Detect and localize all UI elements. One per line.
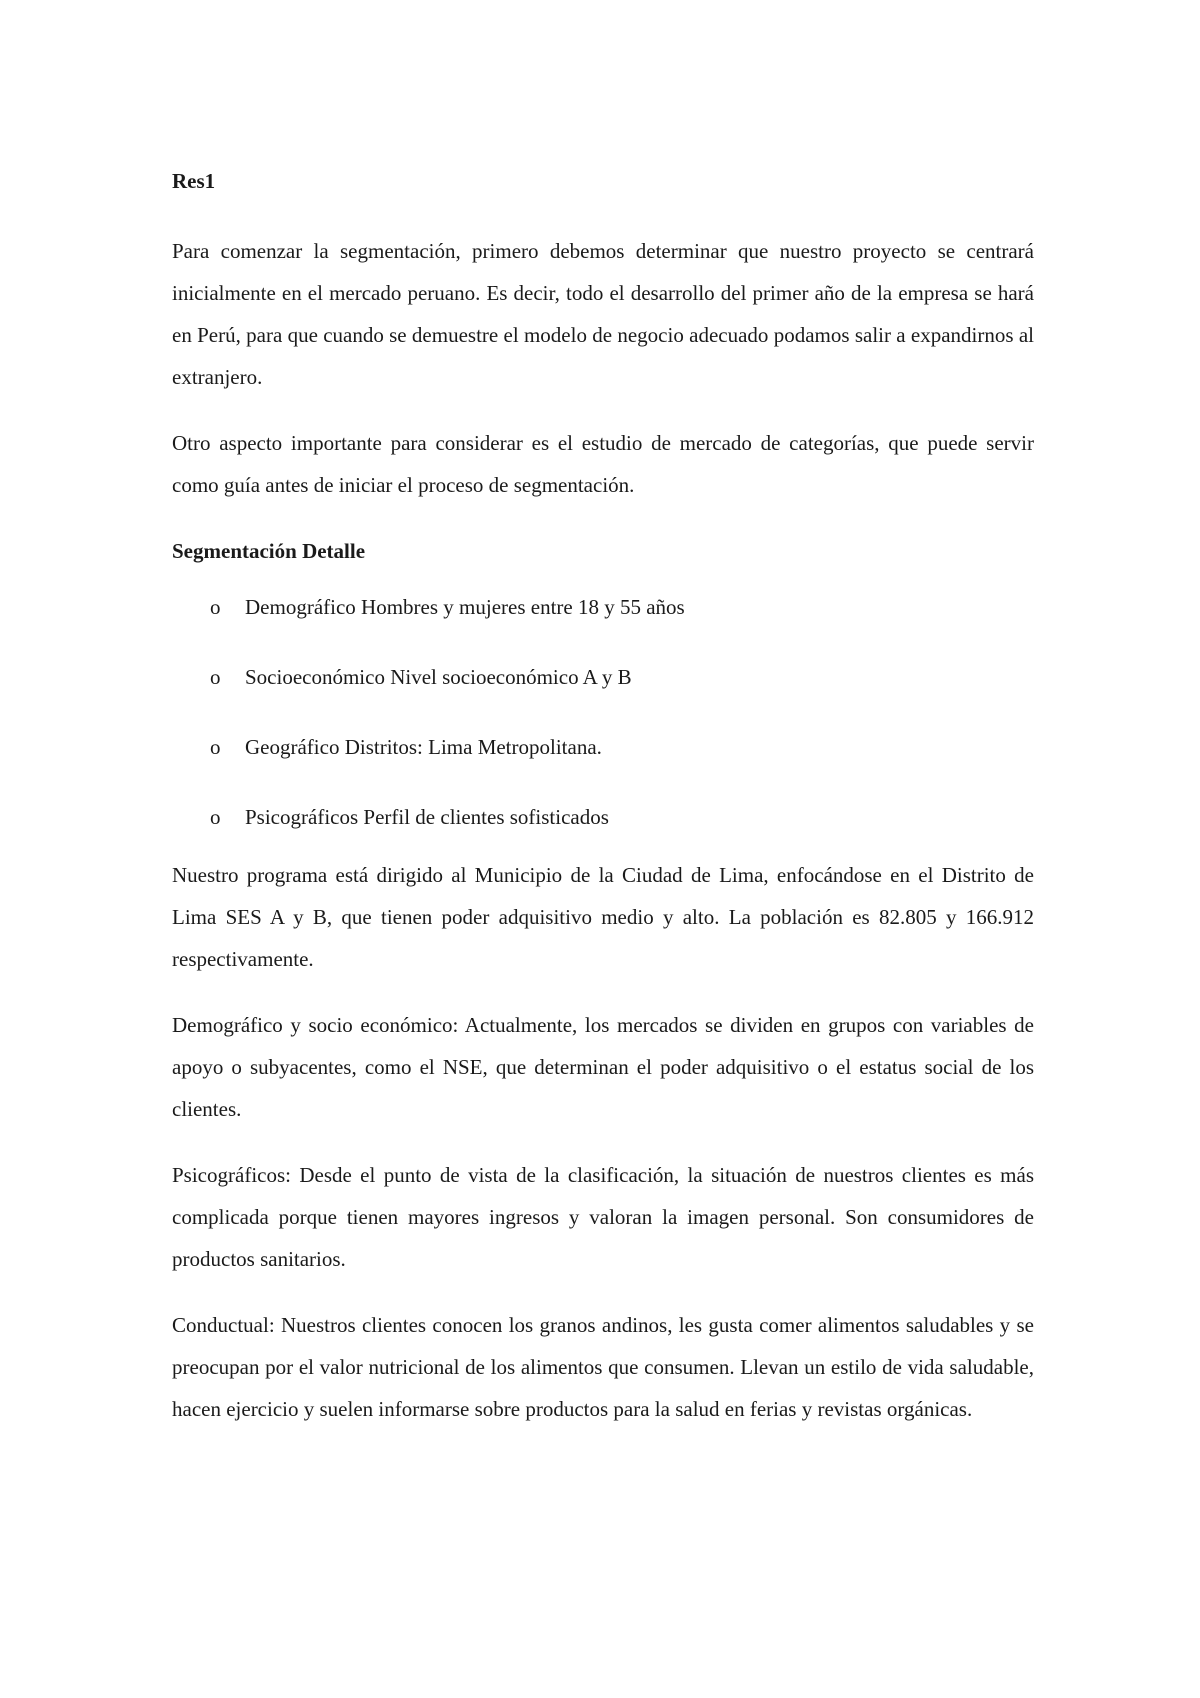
paragraph-psychographic: Psicográficos: Desde el punto de vista de la clasificación, la situación de nuestros clientes es más complicada porque tienen mayores ingresos y valoran la imagen personal. Son consumidores de productos sanitarios. — [172, 1163, 1034, 1271]
paragraph-demographic-socioeconomic: Demográfico y socio económico: Actualmente, los mercados se dividen en grupos con variables de apoyo o subyacentes, como el NSE, que determinan el poder adquisitivo o el estatus social de los clientes. — [172, 1013, 1034, 1121]
paragraph-market-study: Otro aspecto importante para considerar es el estudio de mercado de categorías, que puede servir como guía antes de iniciar el proceso de segmentación. — [172, 431, 1034, 497]
document-body — [172, 166, 1034, 1454]
paragraph-behavioral: Conductual: Nuestros clientes conocen los granos andinos, les gusta comer alimentos saludables y se preocupan por el valor nutricional de los alimentos que consumen. Llevan un estilo de vida saludable, hacen ejercicio y suelen informarse sobre productos para la salud en ferias y revistas orgánicas. — [172, 1313, 1034, 1421]
bullet-marker-icon: o — [210, 735, 221, 759]
paragraph-program-target: Nuestro programa está dirigido al Municipio de la Ciudad de Lima, enfocándose en el Distrito de Lima SES A y B, que tienen poder adquisitivo medio y alto. La población es 82.805 y 166.912 respectivamente. — [172, 863, 1034, 971]
bullet-text: Geográfico Distritos: Lima Metropolitana. — [245, 735, 602, 759]
heading-segmentation-detail: Segmentación Detalle — [172, 539, 366, 563]
bullet-text: Demográfico Hombres y mujeres entre 18 y 55 años — [245, 595, 685, 619]
segmentation-bullet-list — [172, 592, 1034, 832]
bullet-socioeconomic — [172, 662, 1034, 692]
bullet-text: Psicográficos Perfil de clientes sofisticados — [245, 805, 609, 829]
bullet-marker-icon: o — [210, 665, 221, 689]
bullet-marker-icon: o — [210, 595, 221, 619]
bullet-marker-icon: o — [210, 805, 221, 829]
paragraph-intro: Para comenzar la segmentación, primero debemos determinar que nuestro proyecto se centrará inicialmente en el mercado peruano. Es decir, todo el desarrollo del primer año de la empresa se hará en Perú, para que cuando se demuestre el modelo de negocio adecuado podamos salir a expandirnos al extranjero. — [172, 239, 1034, 389]
bullet-demographic — [172, 592, 1034, 622]
bullet-text: Socioeconómico Nivel socioeconómico A y B — [245, 665, 632, 689]
bullet-geographic — [172, 732, 1034, 762]
heading-res1: Res1 — [172, 169, 216, 193]
bullet-psychographic — [172, 802, 1034, 832]
